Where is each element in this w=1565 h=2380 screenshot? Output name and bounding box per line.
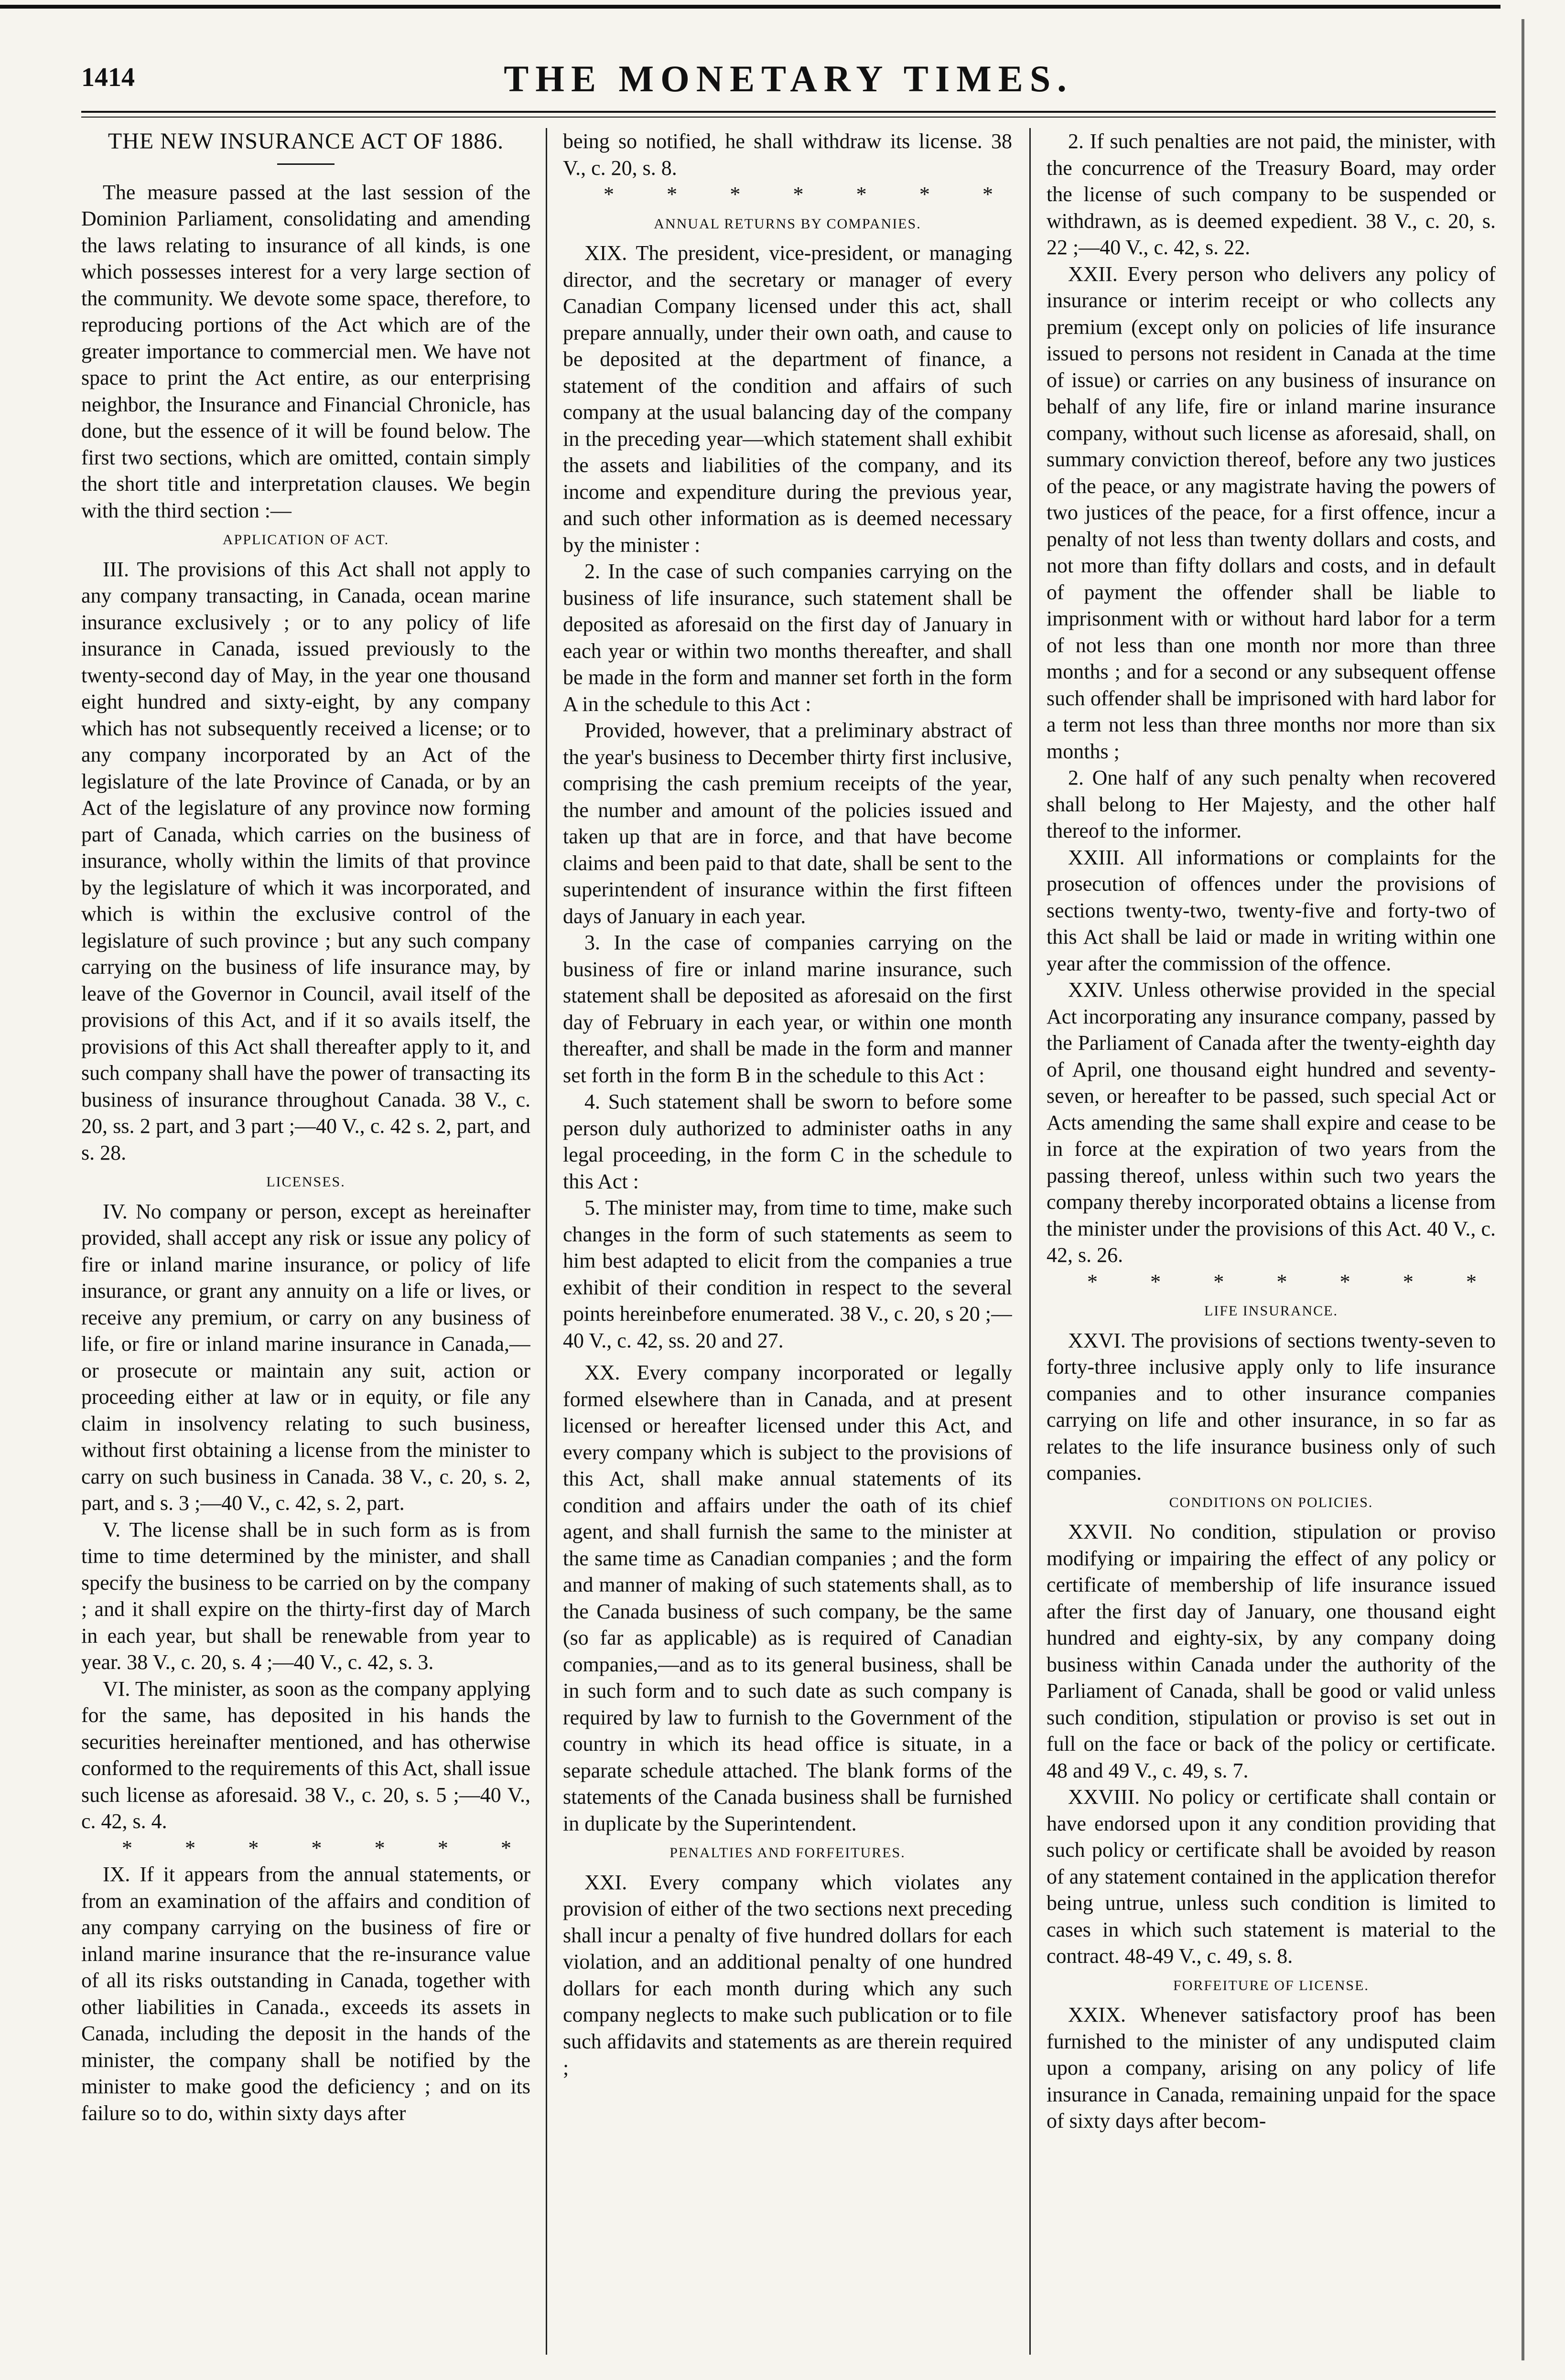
- subhead-forfeiture: FORFEITURE OF LICENSE.: [1173, 1977, 1369, 1993]
- section-22-2: 2. One half of any such penalty when recovered shall belong to Her Majesty, and the other half thereof to the informer.: [1047, 766, 1496, 842]
- masthead-title: THE MONETARY TIMES.: [504, 58, 1073, 99]
- section-26: XXVI. The provisions of sections twenty-seven to forty-three inclusive apply only to life insurance companies and to other insurance companies carrying on life and other insurance, in so far as relates to the life insurance business only of such companies.: [1047, 1328, 1496, 1485]
- omission-stars: * * * * * * *: [1087, 1270, 1477, 1293]
- section-19-4: 4. Such statement shall be sworn to before some person duly authorized to administer oaths in any legal proceeding, in the form C in the schedule to this Act :: [563, 1090, 1012, 1193]
- binding-line: [1522, 19, 1524, 2360]
- section-19-2: 2. In the case of such companies carrying on the business of life insurance, such statement shall be deposited as aforesaid on the first day of January in each year or within two months thereafter, and shall be made in the form and manner set forth in the form A in the schedule to this Act :: [563, 560, 1012, 716]
- section-24: XXIV. Unless otherwise provided in the special Act incorporating any insurance company, passed by the Parliament of Canada after the twenty-eighth day of April, one thousand eight hundred and seventy-seven, or hereafter to be passed, such special Act or Acts amending the same shall expire and cease to be in force at the expiration of two years from the passing thereof, unless within such two years the company thereby incorporated obtains a license from the minister under the provisions of this Act. 40 V., c. 42, s. 26.: [1047, 978, 1496, 1267]
- column-1: [81, 128, 530, 2355]
- article-title: THE NEW INSURANCE ACT OF 1886.: [108, 129, 504, 154]
- section-6: VI. The minister, as soon as the company applying for the same, has deposited in his hands the securities hereinafter mentioned, and has otherwise conformed to the requirements of this Act, shall issue such license as aforesaid. 38 V., c. 20, s. 5 ;—40 V., c. 42, s. 4.: [81, 1677, 530, 1833]
- omission-stars: * * * * * * *: [122, 1836, 511, 1860]
- section-28: XXVIII. No policy or certificate shall contain or have endorsed upon it any condition providing that such policy or certificate shall be avoided by reason of any statement contained in the application therefor being untrue, unless such condition is limited to cases in which such statement is material to the contract. 48-49 V., c. 49, s. 8.: [1047, 1785, 1496, 1968]
- omission-stars: * * * * * * *: [604, 183, 993, 206]
- page-edge-binding: [1515, 19, 1543, 2360]
- subhead-application: APPLICATION OF ACT.: [222, 532, 389, 548]
- section-19-5: 5. The minister may, from time to time, make such changes in the form of such statements as seem to him best adapted to elicit from the companies a true exhibit of their condition in respect to the several points hereinbefore enumerated. 38 V., c. 20, s 20 ;—40 V., c. 42, ss. 20 and 27.: [563, 1196, 1012, 1352]
- intro-paragraph: The measure passed at the last session of the Dominion Parliament, consolidating and amending the laws relating to insurance of all kinds, is one which possesses interest for a very large section of the community. We devote some space, therefore, to reproducing portions of the Act which are of the greater importance to commercial men. We have not space to print the Act entire, as our enterprising neighbor, the Insurance and Financial Chronicle, has done, but the essence of it will be found below. The first two sections, which are omitted, contain simply the short title and interpretation clauses. We begin with the third section :—: [81, 180, 530, 522]
- section-21-2: 2. If such penalties are not paid, the minister, with the concurrence of the Treasury Board, may order the license of such company to be suspended or withdrawn, as is deemed expedient. 38 V., c. 20, s. 22 ;—40 V., c. 42, s. 22.: [1047, 129, 1496, 259]
- section-19-proviso: Provided, however, that a preliminary abstract of the year's business to December thirty first inclusive, comprising the cash premium receipts of the year, the number and amount of the policies issued and taken up that are in force, and that have become claims and been paid to that date, shall be sent to the superintendent of insurance within the first fifteen days of January in each year.: [563, 719, 1012, 928]
- section-5: V. The license shall be in such form as is from time to time determined by the minister, and shall specify the business to be carried on by the company ; and it shall expire on the thirty-first day of March in each year, but shall be renewable from year to year. 38 V., c. 20, s. 4 ;—40 V., c. 42, s. 3.: [81, 1518, 530, 1674]
- subhead-penalties: PENALTIES AND FORFEITURES.: [669, 1845, 906, 1861]
- header-rule-thick: [81, 111, 1496, 113]
- section-19: XIX. The president, vice-president, or managing director, and the secretary or manager of every Canadian Company licensed under this act, shall prepare annually, under their own oath, and cause to be deposited at the department of finance, a statement of the condition and affairs of such company at the usual balancing day of the company in the preceding year—which statement shall exhibit the assets and liabilities of the company, and its income and expenditure during the previous year, and such other information as is deemed necessary by the minister :: [563, 241, 1012, 557]
- section-29: XXIX. Whenever satisfactory proof has been furnished to the minister of any undisputed claim upon a company, arising on any policy of life insurance in Canada, remaining unpaid for the space of sixty days after becom-: [1047, 2003, 1496, 2132]
- section-4: IV. No company or person, except as hereinafter provided, shall accept any risk or issue any policy of fire or inland marine insurance, or policy of life insurance, or grant any annuity on a life or lives, or receive any premium, or carry on any business of life, or fire or inland marine insurance in Canada,—or prosecute or maintain any suit, action or proceeding either at law or in equity, or file any claim in insolvency relating to such business, without first obtaining a license from the minister to carry on such business in Canada. 38 V., c. 20, s. 2, part, and s. 3 ;—40 V., c. 42, s. 2, part.: [81, 1199, 530, 1515]
- subhead-conditions: CONDITIONS ON POLICIES.: [1169, 1494, 1373, 1510]
- subhead-licenses: LICENSES.: [266, 1174, 345, 1190]
- column-2: [563, 128, 1012, 2355]
- section-3: III. The provisions of this Act shall not apply to any company transacting, in Canada, ocean marine insurance exclusively ; or to any policy of life insurance in Canada, issued previously to the twenty-second day of May, in the year one thousand eight hundred and sixty-eight, by any company which has not subsequently received a license; or to any company incorporated by an Act of the legislature of the late Province of Canada, or by an Act of the legislature of any province now forming part of Canada, which carries on the business of insurance, wholly within the limits of that province by the legislature of which it was incorporated, and which is within the exclusive control of the legislature of such province ; but any such company carrying on the business of life insurance may, by leave of the Governor in Council, avail itself of the provisions of this Act, and if it so avails itself, the provisions of this Act shall thereafter apply to it, and such company shall have the power of transacting its business of insurance throughout Canada. 38 V., c. 20, ss. 2 part, and 3 part ;—40 V., c. 42 s. 2, part, and s. 28.: [81, 557, 530, 1164]
- subhead-annual-returns: ANNUAL RETURNS BY COMPANIES.: [654, 215, 921, 232]
- section-9: IX. If it appears from the annual statements, or from an examination of the affairs and condition of any company carrying on the business of fire or inland marine insurance that the re-insurance value of all its risks outstanding in Canada, together with other liabilities in Canada., exceeds its assets in Canada, including the deposit in the hands of the minister, the company shall be notified by the minister to make good the deficiency ; and on its failure so to do, within sixty days after: [81, 1863, 530, 2125]
- header-rule-thin: [81, 117, 1496, 118]
- section-21: XXI. Every company which violates any provision of either of the two sections next preceding shall incur a penalty of five hundred dollars for each violation, and an additional penalty of one hundred dollars for each month during which any such company neglects to make such publication or to file such affidavits and statements as are therein required ;: [563, 1870, 1012, 2079]
- page-number: 1414: [81, 63, 135, 92]
- section-27: XXVII. No condition, stipulation or proviso modifying or impairing the effect of any policy or certificate of membership of life insurance issued after the first day of January, one thousand eight hundred and eighty-six, by any company doing business within Canada under the authority of the Parliament of Canada, shall be good or valid unless such condition, stipulation or proviso is set out in full on the face or back of the policy or certificate. 48 and 49 V., c. 49, s. 7.: [1047, 1520, 1496, 1782]
- column-divider: [1029, 128, 1031, 2355]
- section-9-continued: being so notified, he shall withdraw its license. 38 V., c. 20, s. 8.: [563, 129, 1012, 180]
- section-20: XX. Every company incorporated or legally formed elsewhere than in Canada, and at present licensed or hereafter licensed under this Act, and every company which is subject to the provisions of this Act, shall make annual statements of its condition and affairs under the oath of its chief agent, and shall furnish the same to the minister at the same time as Canadian companies ; and the form and manner of making of such statements shall, as to the Canada business of such company, be the same (so far as applicable) as is required of Canadian companies,—and as to its general business, shall be in such form and to such date as such company is required by law to furnish to the Government of the country in which its head office is situate, in a separate schedule attached. The blank forms of the statements of the Canada business shall be furnished in duplicate by the Superintendent.: [563, 1361, 1012, 1835]
- top-border-rule: [0, 5, 1500, 9]
- subhead-life-insurance: LIFE INSURANCE.: [1204, 1303, 1338, 1319]
- section-19-3: 3. In the case of companies carrying on the business of fire or inland marine insurance, such statement shall be deposited as aforesaid on the first day of February in each year, or within one month thereafter, and shall be made in the form and manner set forth in the form B in the schedule to this Act :: [563, 931, 1012, 1087]
- column-3: [1047, 128, 1496, 2355]
- title-underline: [277, 163, 335, 165]
- article-columns: [81, 128, 1496, 2355]
- section-23: XXIII. All informations or complaints for the prosecution of offences under the provisions of sections twenty-two, twenty-five and forty-two of this Act shall be laid or made in writing within one year after the commission of the offence.: [1047, 845, 1496, 975]
- column-divider: [546, 128, 547, 2355]
- page-header: [81, 53, 1496, 105]
- section-22: XXII. Every person who delivers any policy of insurance or interim receipt or who collects any premium (except only on policies of life insurance issued to persons not resident in Canada at the time of issue) or carries on any business of insurance on behalf of any life, fire or inland marine insurance company, without such license as aforesaid, shall, on summary conviction thereof, before any two justices of the peace, or any magistrate having the powers of two justices of the peace, for a first offence, incur a penalty of not less than twenty dollars and costs, and not more than fifty dollars and costs, and in default of payment the offender shall be liable to imprisonment with or without hard labor for a term of not less than one month nor more than three months ; and for a second or any subsequent offense such offender shall be imprisoned with hard labor for a term not less than three months nor more than six months ;: [1047, 262, 1496, 763]
